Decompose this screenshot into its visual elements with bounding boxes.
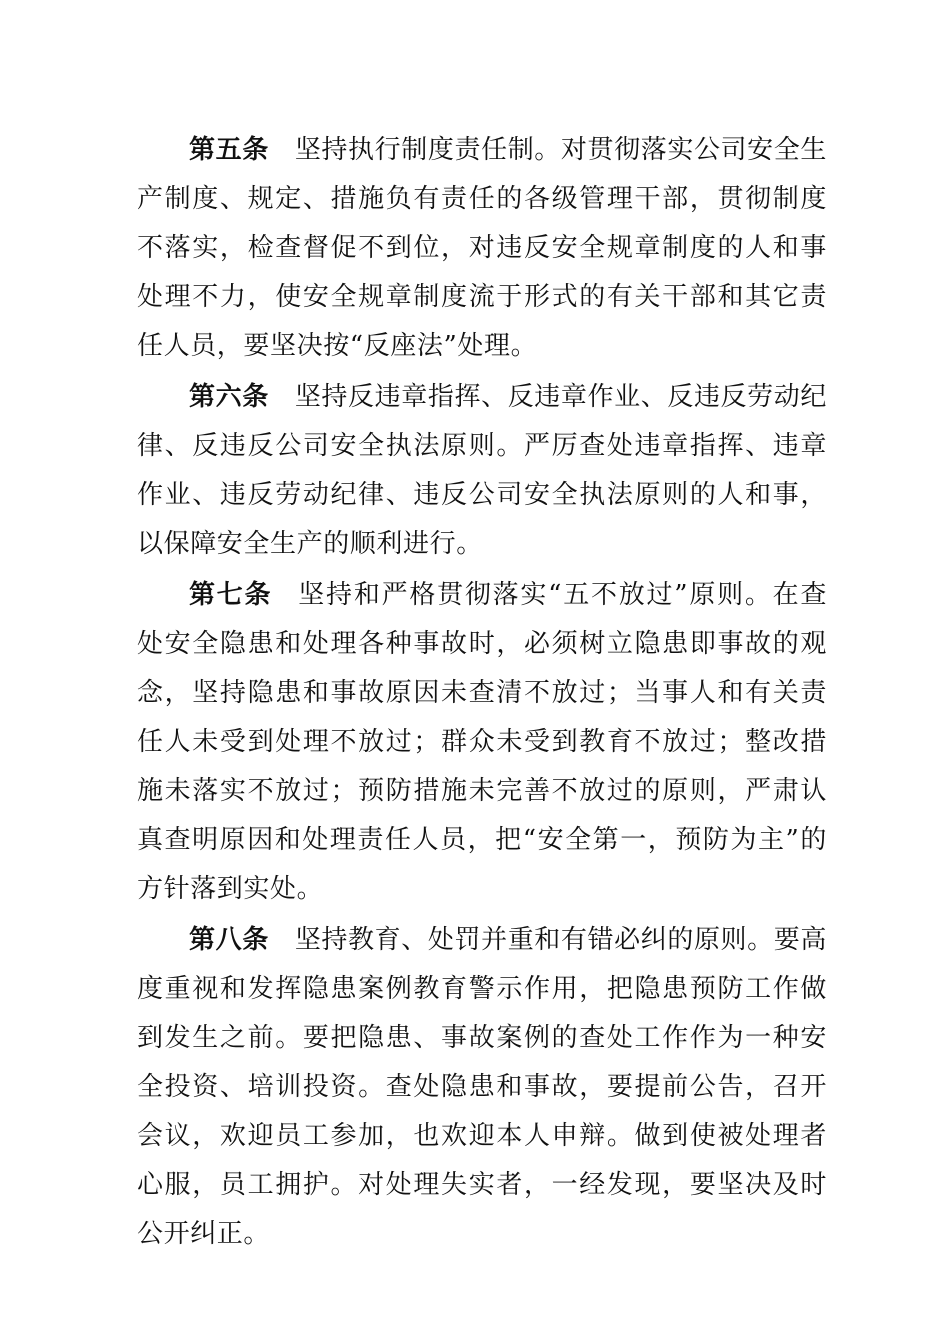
article-7 [137,571,827,914]
article-6 [137,373,827,569]
article-body: 坚持反违章指挥、反违章作业、反违反劳动纪律、反违反公司安全执法原则。严厉查处违章指挥、违章作业、违反劳动纪律、违反公司安全执法原则的人和事，以保障安全生产的顺利进行。 [137,382,827,559]
article-heading: 第六条 [189,382,269,412]
document-page [137,126,827,1261]
article-body: 坚持和严格贯彻落实“五不放过”原则。在查处安全隐患和处理各种事故时，必须树立隐患即事故的观念，坚持隐患和事故原因未查清不放过；当事人和有关责任人未受到处理不放过；群众未受到教育不放过；整改措施未落实不放过；预防措施未完善不放过的原则，严肃认真查明原因和处理责任人员，把“安全第一，预防为主”的方针落到实处。 [137,580,827,904]
article-body: 坚持执行制度责任制。对贯彻落实公司安全生产制度、规定、措施负有责任的各级管理干部，贯彻制度不落实，检查督促不到位，对违反安全规章制度的人和事处理不力，使安全规章制度流于形式的有关干部和其它责任人员，要坚决按“反座法”处理。 [137,135,827,361]
article-heading: 第七条 [189,580,273,610]
article-5 [137,126,827,371]
article-body: 坚持教育、处罚并重和有错必纠的原则。要高度重视和发挥隐患案例教育警示作用，把隐患预防工作做到发生之前。要把隐患、事故案例的查处工作作为一种安全投资、培训投资。查处隐患和事故，要提前公告，召开会议，欢迎员工参加，也欢迎本人申辩。做到使被处理者心服，员工拥护。对处理失实者，一经发现，要坚决及时公开纠正。 [137,925,827,1249]
article-heading: 第五条 [189,135,269,165]
article-8 [137,916,827,1259]
article-heading: 第八条 [189,925,269,955]
